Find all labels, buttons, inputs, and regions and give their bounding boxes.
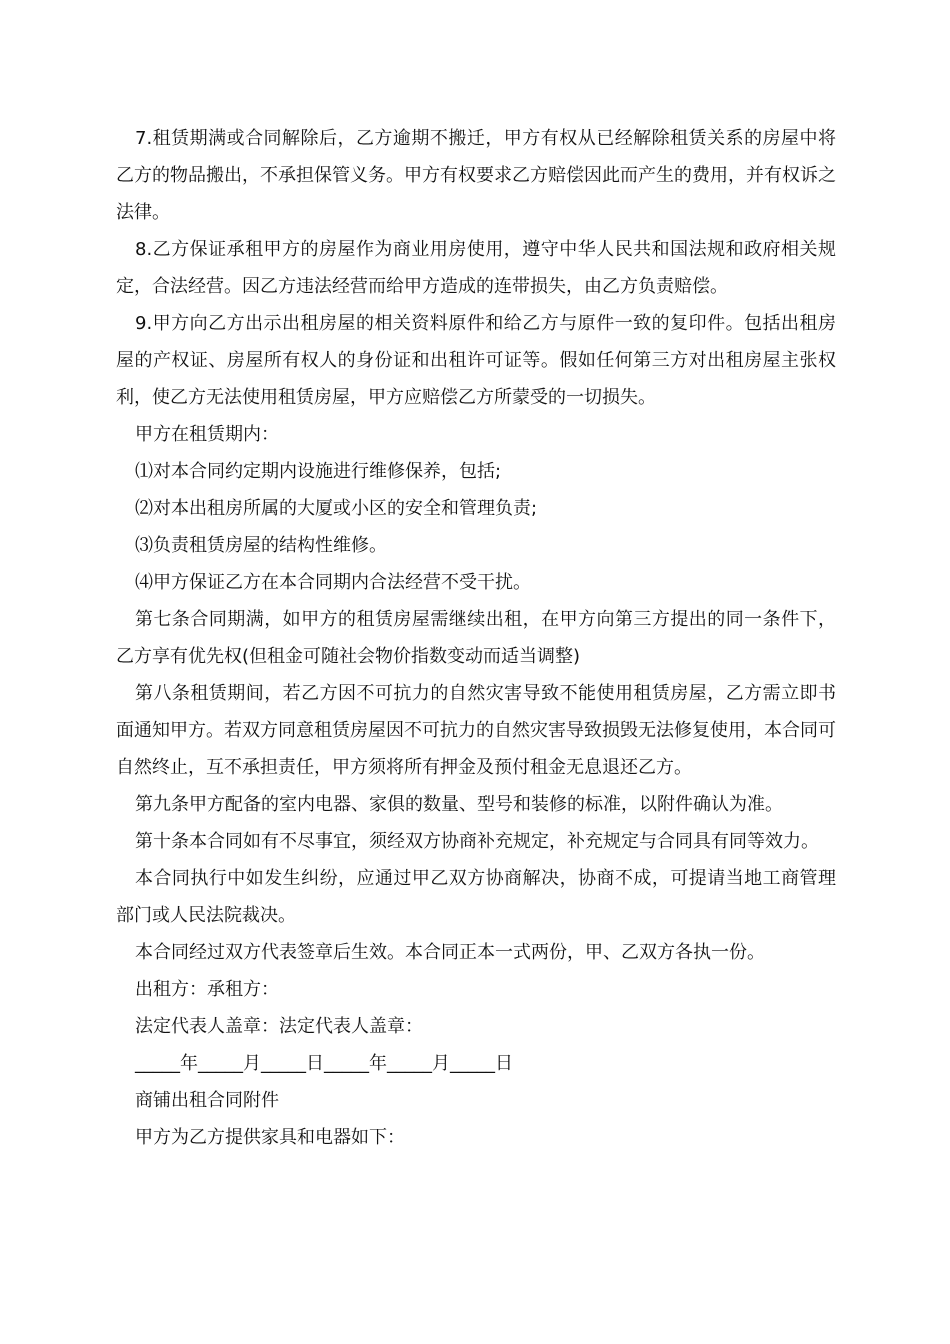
lessor-duties-heading: 甲方在租赁期内：: [135, 424, 279, 445]
clause-7-paragraph: 7.租赁期满或合同解除后，乙方逾期不搬迁，甲方有权从已经解除租赁关系的房屋中将乙方的物品搬出，不承担保管义务。甲方有权要求乙方赔偿因此而产生的费用，并有权诉之法律。: [116, 128, 836, 223]
appendix-title: 商铺出租合同附件: [135, 1090, 279, 1111]
seal-line: 法定代表人盖章：法定代表人盖章：: [135, 1016, 423, 1037]
effectiveness-paragraph: 本合同经过双方代表签章后生效。本合同正本一式两份，甲、乙双方各执一份。: [135, 942, 765, 963]
clause-8-paragraph: 8.乙方保证承租甲方的房屋作为商业用房使用，遵守中华人民共和国法规和政府相关规定，合法经营。因乙方违法经营而给甲方造成的连带损失，由乙方负责赔偿。: [116, 239, 836, 297]
article-9-paragraph: 第九条甲方配备的室内电器、家俱的数量、型号和装修的标准，以附件确认为准。: [135, 794, 783, 815]
article-8-paragraph: 第八条租赁期间，若乙方因不可抗力的自然灾害导致不能使用租赁房屋，乙方需立即书面通知甲方。若双方同意租赁房屋因不可抗力的自然灾害导致损毁无法修复使用，本合同可自然终止，互不承担责任，甲方须将所有押金及预付租金无息退还乙方。: [116, 683, 836, 778]
document-body: [116, 120, 836, 1156]
appendix-intro: 甲方为乙方提供家具和电器如下：: [135, 1127, 405, 1148]
date-line: _____年_____月_____日_____年_____月_____日: [135, 1053, 513, 1074]
clause-9-paragraph: 9.甲方向乙方出示出租房屋的相关资料原件和给乙方与原件一致的复印件。包括出租房屋的产权证、房屋所有权人的身份证和出租许可证等。假如任何第三方对出租房屋主张权利，使乙方无法使用租赁房屋，甲方应赔偿乙方所蒙受的一切损失。: [116, 313, 836, 408]
article-7-paragraph: 第七条合同期满，如甲方的租赁房屋需继续出租，在甲方向第三方提出的同一条件下，乙方享有优先权(但租金可随社会物价指数变动而适当调整): [116, 609, 836, 667]
duty-item-4: ⑷甲方保证乙方在本合同期内合法经营不受干扰。: [135, 572, 531, 593]
duty-item-2: ⑵对本出租房所属的大厦或小区的安全和管理负责;: [135, 498, 538, 519]
duty-item-1: ⑴对本合同约定期内设施进行维修保养，包括;: [135, 461, 502, 482]
parties-line: 出租方：承租方：: [135, 979, 279, 1000]
duty-item-3: ⑶负责租赁房屋的结构性维修。: [135, 535, 387, 556]
dispute-paragraph: 本合同执行中如发生纠纷，应通过甲乙双方协商解决，协商不成，可提请当地工商管理部门或人民法院裁决。: [116, 868, 836, 926]
article-10-paragraph: 第十条本合同如有不尽事宜，须经双方协商补充规定，补充规定与合同具有同等效力。: [135, 831, 819, 852]
